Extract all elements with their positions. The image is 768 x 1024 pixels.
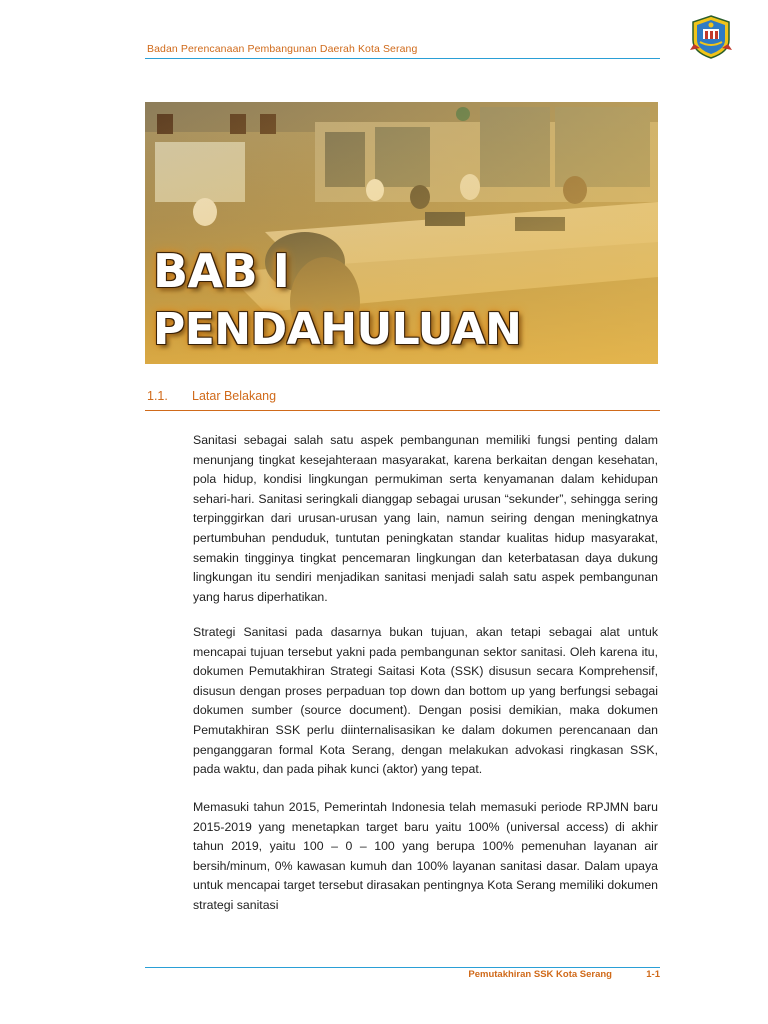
chapter-banner <box>145 102 658 364</box>
section-title: Latar Belakang <box>192 389 277 403</box>
page-number: 1-1 <box>646 969 660 980</box>
paragraph: Memasuki tahun 2015, Pemerintah Indonesia telah memasuki periode RPJMN baru 2015-2019 yang menetapkan target baru yaitu 100% (universal access) di akhir tahun 2019, yaitu 100 – 0 – 100 yang berupa 100% pemenuhan layanan air bersih/minum, 0% kawasan kumuh dan 100% layanan sanitasi dasar. Dalam upaya untuk mencapai target tersebut dirasakan pentingnya Kota Serang memiliki dokumen strategi sanitasi <box>193 800 658 912</box>
footer-document-title: Pemutakhiran SSK Kota Serang <box>468 969 612 980</box>
section-heading <box>147 389 660 403</box>
chapter-number: BAB I <box>153 244 290 298</box>
page-header-title: Badan Perencanaan Pembangunan Daerah Kota Serang <box>147 43 418 55</box>
chapter-title: PENDAHULUAN <box>153 304 522 355</box>
paragraph: Sanitasi sebagai salah satu aspek pembangunan memiliki fungsi penting dalam menunjang tingkat kesejahteraan masyarakat, karena berkaitan dengan kesehatan, pola hidup, kondisi lingkungan permukiman serta kenyamanan dalam kehidupan sehari-hari. Sanitasi seringkali dianggap sebagai urusan “sekunder”, sehingga sering terpinggirkan dari urusan-urusan yang lain, namun seiring dengan meningkatnya pertumbuhan penduduk, tuntutan peningkatan standar kualitas hidup masyarakat, semakin tingginya tingkat pencemaran lingkungan dan keterbatasan daya dukung lingkungan itu sendiri menjadikan sanitasi menjadi salah satu aspek pembangunan yang harus diperhatikan. <box>193 433 658 604</box>
header-divider <box>145 58 660 59</box>
city-emblem-logo <box>688 14 734 60</box>
footer-divider <box>145 967 660 968</box>
section-divider <box>145 410 660 411</box>
paragraph: Strategi Sanitasi pada dasarnya bukan tujuan, akan tetapi sebagai alat untuk mencapai tujuan tersebut yakni pada pembangunan sektor sanitasi. Oleh karena itu, dokumen Pemutakhiran Strategi Saitasi Kota (SSK) disusun secara Komprehensif, disusun dengan proses perpaduan top down dan bottom up yang berfungsi sebagai dokumen sumber (source document). Dengan posisi demikian, maka dokumen Pemutakhiran SSK perlu diinternalisasikan ke dalam dokumen perencanaan dan penganggaran formal Kota Serang, dengan melakukan advokasi ringkasan SSK, pada waktu, dan pada pihak kunci (aktor) yang tepat. <box>193 625 658 777</box>
section-number: 1.1. <box>147 389 168 403</box>
